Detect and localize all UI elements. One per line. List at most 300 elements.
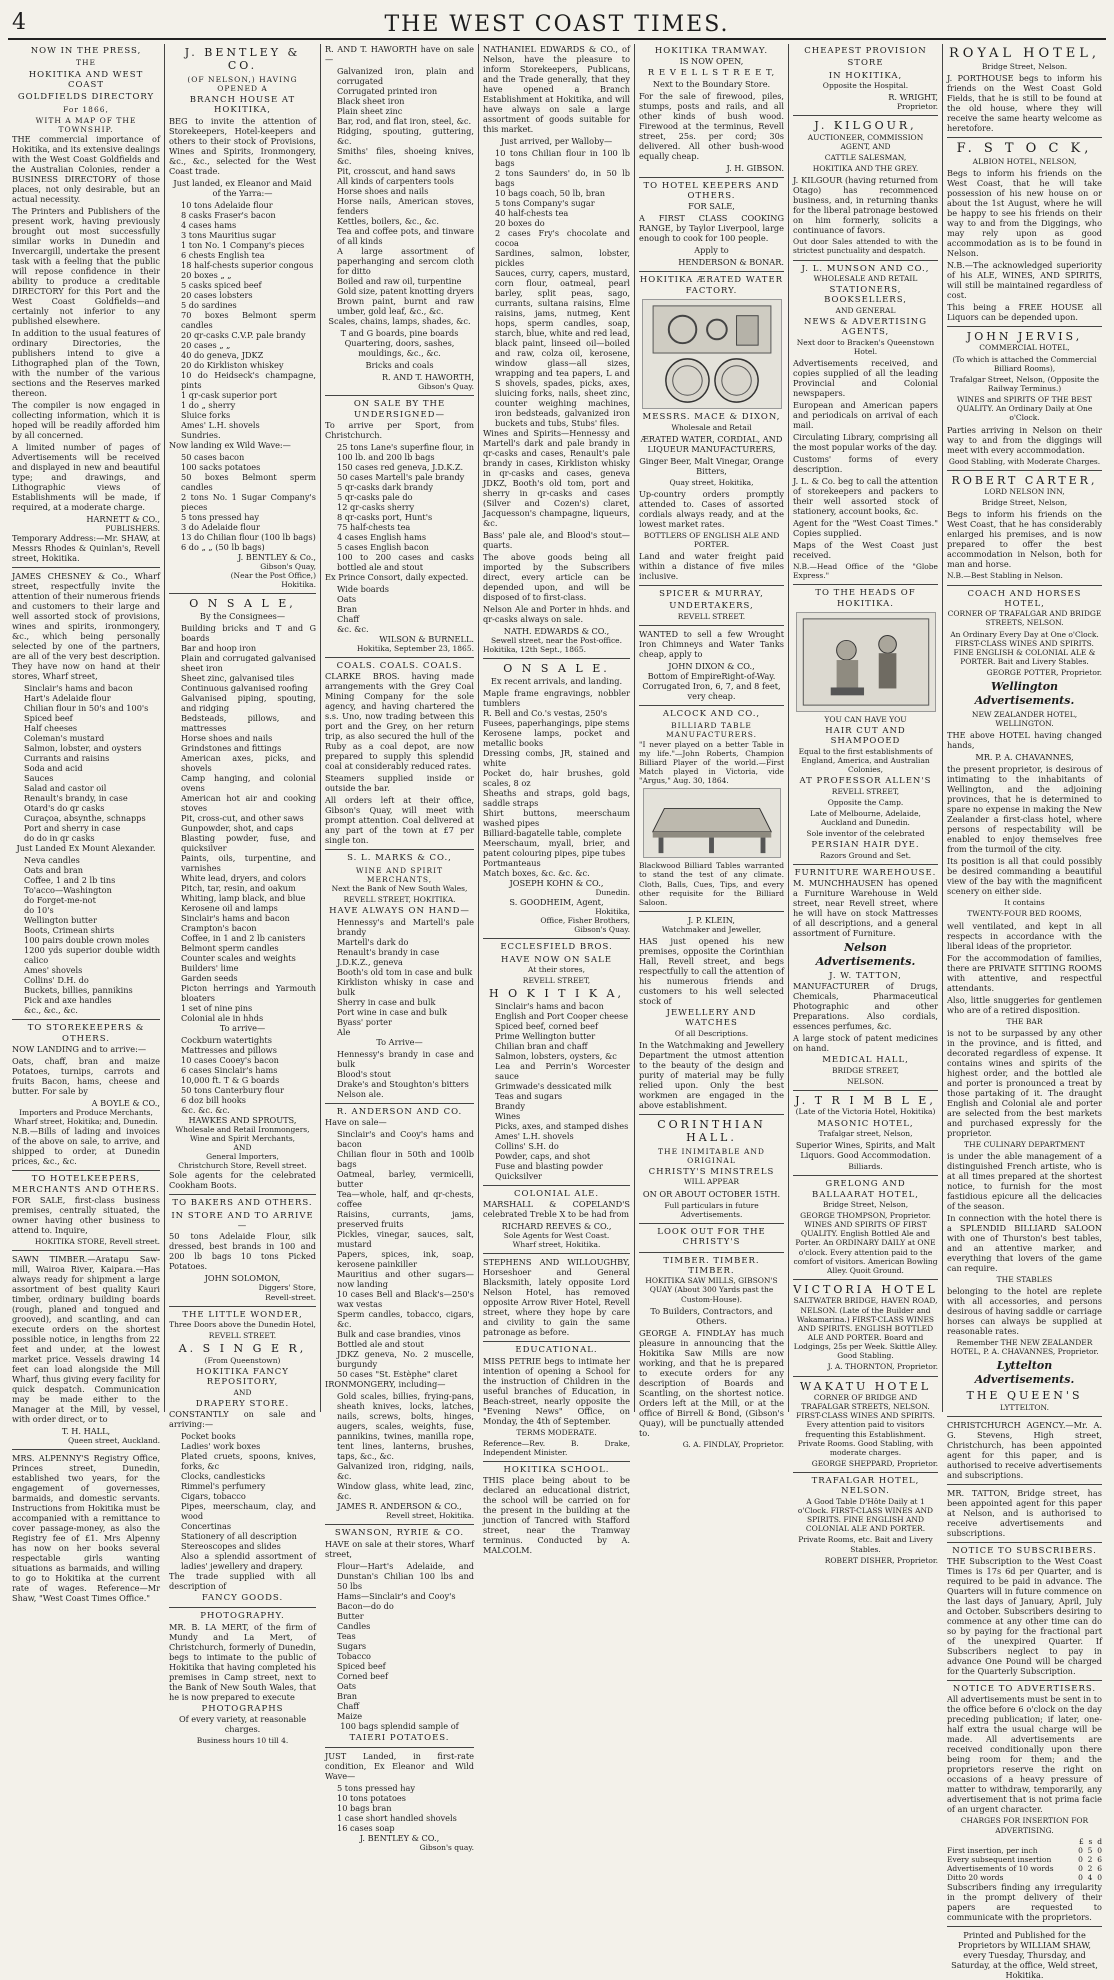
list-item: Horse shoes and nails — [181, 732, 273, 743]
list-item: do Forget-me-not — [24, 895, 96, 906]
list-item: Camp hanging, and colonial ovens — [181, 772, 316, 793]
sawn-timber-ad: SAWN TIMBER.—Aratapu Saw-mill, Wairoa River, Kaipara.—Has always ready for shipment a large assortment of best quality Kauri timber, ordinary building boards (rough, planed and tongued and grooved), and scantling, and can execute orders on the shortest possible notice, in lengths from 22 feet and under, at the lowest market price. Vessels drawing 14 feet can load alongside the Mill Wharf, thus giving every facility for quick despatch. Communication may be made either to the Manager at the Mill, by vessel, with order direct, or to — [12, 1254, 160, 1424]
column-3 — [320, 44, 478, 1852]
divider — [639, 705, 784, 706]
directory-para: THE commercial importance of Hokitika, and its extensive dealings with the West Coast Goldfields and the Australian Colonies, render a BUSINESS DIRECTORY of those places, not only desirable, but an actual necessity. — [12, 134, 161, 204]
list-item: Collins' S.H. do — [495, 1140, 559, 1151]
edwards-list — [483, 148, 630, 428]
christchurch-agency: CHRISTCHURCH AGENCY.—Mr. A. G. Stevens, High street, Christchurch, has been appointed agent for this paper, and is authorised to receive advertisements and subscriptions. — [947, 1419, 1102, 1480]
lyttelton: LYTTELTON. — [999, 1402, 1050, 1412]
wellington-ads-heading: Wellington Advertisements. — [974, 680, 1075, 707]
signature: RICHARD REEVES & CO., — [501, 1221, 612, 1232]
new-zealander-hotel: NEW ZEALANDER HOTEL, WELLINGTON. — [971, 710, 1078, 729]
haworth-list — [325, 66, 474, 276]
divider — [169, 1306, 316, 1307]
singer-list — [169, 1431, 316, 1571]
list-item: 1 case short handled shovels — [337, 1812, 457, 1823]
list-item: 6 do „ „ (50 lb bags) — [181, 541, 265, 552]
nz-hotel-p: is under the able management of a distinguished French artiste, who is at all times prepared at the shortest notice, to furnish for the most fastidious epicure all the delicacies of the season. — [947, 1150, 1102, 1211]
list-item: 10,000 ft. T & G boards — [181, 1074, 280, 1085]
swanson-ad: HAVE on sale at their stores, Wharf street, — [325, 1538, 474, 1559]
list-item: Spiced beef, corned beef — [495, 1020, 598, 1031]
list-item: American axes, picks, and shovels — [181, 752, 316, 773]
rate-row — [947, 1864, 1102, 1873]
munson-news: NEWS & ADVERTISING AGENTS, — [803, 316, 927, 338]
list-item: Drake's and Stoughton's bitters — [337, 1078, 469, 1089]
divider — [947, 470, 1102, 471]
list-item: 1 do „ sherry — [181, 399, 236, 410]
marks-heading: S. L. MARKS & CO., — [347, 853, 452, 864]
nz-hotel-culinary: THE CULINARY DEPARTMENT — [964, 1139, 1085, 1149]
undersigned-list — [325, 442, 474, 572]
rate-values — [1078, 1864, 1102, 1873]
signature: Gibson's Quay, — [260, 561, 316, 571]
kohn-arrivals: Ex recent arrivals, and landing. — [490, 675, 623, 686]
marks-have: HAVE ALWAYS ON HAND— — [329, 906, 470, 917]
divider — [483, 1341, 630, 1342]
jervis-heading: JOHN JERVIS, — [966, 330, 1083, 343]
nelson-ads-heading: Nelson Advertisements. — [815, 941, 916, 968]
list-item: Pick and axe handles — [24, 995, 112, 1006]
divider — [483, 1185, 630, 1186]
list-item: Bottled ale and stout — [337, 1339, 424, 1349]
nz-hotel-remember: Remember THE NEW ZEALANDER HOTEL, P. A. CHAVANNES, Proprietor. — [950, 1338, 1099, 1357]
ecclesfield-street: REVELL STREET, — [522, 976, 591, 986]
trafalgar-heading: TRAFALGAR HOTEL, NELSON. — [811, 1476, 920, 1497]
hawkes-list-2 — [169, 1035, 316, 1115]
list-item: 5 casks spiced beef — [181, 279, 262, 290]
signature: Gibson's Quay. — [574, 925, 630, 935]
tatton-stock: A large stock of patent medicines on hand. — [793, 1033, 938, 1054]
mace-freight: Land and water freight paid within a distance of five miles inclusive. — [639, 551, 784, 582]
divider — [325, 1524, 474, 1525]
divider — [169, 593, 316, 594]
chesney-ad: JAMES CHESNEY & Co., Wharf street, respectfully invite the attention of their numerous friends and customers to their large and well assorted stock of provisions, wines and spirits, ironmongery, &c., which being personally selected by one of the partners, are all of the very best description. They have now on hand at their stores, Wharf street, — [12, 571, 160, 682]
list-item: Colonial ale in hhds — [181, 1012, 264, 1023]
list-item: 2 tons Saunders' do, in 50 lb bags — [495, 168, 630, 188]
list-item: Hams—Sinclair's and Cooy's — [337, 1590, 456, 1601]
divider — [793, 1472, 938, 1473]
list-item: 3 do Adelaide flour — [181, 521, 260, 532]
signature: JOHN SOLOMON, — [204, 1273, 281, 1284]
klein-dept: In the Watchmaking and Jewellery Department the utmost attention to the beauty of the design and purity of material may be fully relied upon. Only the best workmen are engaged in the above establishment. — [639, 1039, 784, 1110]
nz-hotel-p: belonging to the hotel are replete with all accessories, and persons desirous of having saddle or carriage horses can always be supplied at reasonable rates. — [947, 1286, 1102, 1336]
list-item: Bran — [337, 1690, 358, 1701]
tramway-heading: HOKITIKA TRAMWAY. — [654, 46, 769, 56]
signature: HOKITIKA STORE, Revell street. — [34, 1236, 160, 1246]
printed-by: Printed and Published for the Proprietors by WILLIAM SHAW, every Tuesday, Thursday, and Saturday, at the office, Weld street, Hokitika. — [951, 1930, 1098, 1980]
signature: R. AND T. HAWORTH, — [381, 372, 474, 382]
signature: T. H. HALL, — [61, 1426, 111, 1436]
razors: Razors Ground and Set. — [820, 850, 911, 860]
list-item: 50 cases bacon — [181, 451, 245, 462]
list-item: Butter — [337, 1610, 364, 1621]
signature: Hokitika. — [281, 580, 316, 590]
range-for-sale: FOR SALE, — [688, 201, 735, 212]
list-item: Garden seeds — [181, 972, 238, 983]
mace-wholesale: Wholesale and Retail — [671, 422, 752, 432]
solomon-ad: 50 tons Adelaide Flour, silk dressed, best brands in 100 and 200 lb bags 10 tons Picked Potatoes. — [169, 1231, 316, 1272]
list-item: Salmon, lobsters, oysters, &c — [495, 1050, 617, 1061]
list-item: 6 doz bill hooks — [181, 1094, 246, 1105]
edwards-bass: Bass' pale ale, and Blood's stout—quarts. — [483, 530, 630, 550]
you-can-have: YOU CAN HAVE YOU — [824, 714, 907, 724]
tramway-street: R E V E L L S T R E E T, — [647, 68, 776, 79]
list-item: Bulk and case brandies, vinos — [337, 1329, 461, 1339]
divider — [483, 938, 630, 939]
to-arrive: To arrive— — [219, 1022, 266, 1033]
list-item: Wines — [495, 1110, 521, 1121]
list-item: Currants and raisins — [24, 753, 110, 764]
list-item: Martell's dark do — [337, 936, 409, 947]
edwards-arrived: Just arrived, per Walloby— — [500, 136, 613, 146]
list-item: Neva candles — [24, 855, 80, 866]
victoria-ad: SALTWATER BRIDGE, HAVEN ROAD, NELSON. (Late of the Builder and Wakamarina.) FIRST-CLASS WINES AND SPIRITS. ENGLISH BOTTLED ALE AND PORTER. Board and Lodgings, 25s per Week. Skittle Alley. Good Stabling. — [793, 1296, 938, 1361]
signature: PUBLISHERS. — [105, 524, 160, 533]
list-item: Renault's brandy, in case — [24, 793, 128, 804]
in-store-heading: IN STORE AND TO ARRIVE— — [171, 1210, 314, 1232]
list-item: 40 half-chests tea — [495, 208, 569, 218]
kilgour-auctioneer: AUCTIONEER, COMMISSION AGENT, AND — [807, 132, 924, 151]
rate-row — [947, 1846, 1102, 1855]
list-item: 5 cases English bacon — [337, 541, 429, 552]
ecclesfield-town: H O K I T I K A, — [489, 987, 624, 1001]
list-item: Maple frame engravings, nobbler tumblers — [483, 687, 630, 708]
list-item: Ale — [337, 1026, 351, 1037]
list-item: Buckets, billies, pannikins — [24, 985, 133, 996]
divider — [793, 864, 938, 865]
alcock-heading: ALCOCK AND CO., — [662, 708, 761, 719]
signature: Sole Agents for West Coast. — [503, 1231, 610, 1241]
list-item: Ridging, spouting, guttering, &c. — [337, 126, 474, 146]
singer-heading: A. S I N G E R, — [178, 1342, 307, 1356]
masonic-billiards: Billiards. — [848, 1162, 883, 1172]
munson-p: European and American papers and periodicals on arrival of each mail. — [793, 399, 938, 430]
list-item: Spiced beef — [24, 713, 73, 724]
photography-heading: PHOTOGRAPHY. — [200, 1611, 285, 1622]
and-word: AND — [233, 1387, 252, 1397]
nz-hotel-p: Its position is all that could possibly be desired commanding a beautiful view of the bay with the magnificent scenery on either side. — [947, 856, 1102, 897]
bentley-wild-wave: Now landing ex Wild Wave:— — [169, 439, 291, 450]
stock-ad: Begs to inform his friends on the West Coast, that he will take possession of his new house on or about the 1st August, where he will be happy to see his friends on their way to and from the Diggings, who may rely upon as good accommodation as is to be found in Nelson. — [947, 168, 1102, 258]
list-item: Tea—whole, half, and qr-chests, coffee — [337, 1189, 474, 1209]
list-item: 2 tons No. 1 Sugar Company's pieces — [181, 491, 316, 512]
kilgour-cattle: CATTLE SALESMAN, — [824, 153, 907, 163]
list-item: Pickles, vinegar, sauces, salt, mustard — [337, 1229, 474, 1249]
divider — [325, 1103, 474, 1104]
list-item: Teas and sugars — [495, 1090, 563, 1101]
divider — [947, 1484, 1102, 1485]
rate-value: 0 — [1078, 1864, 1083, 1874]
list-item: 5 do sardines — [181, 299, 237, 310]
boyle-ad: NOW LANDING and to arrive:— — [12, 1043, 147, 1054]
furniture-heading: FURNITURE WAREHOUSE. — [794, 867, 937, 878]
bentley-list — [169, 200, 316, 440]
rate-label: Ditto 20 words — [947, 1873, 1004, 1883]
signature: J. BENTLEY & Co., — [237, 551, 316, 562]
signature: A BOYLE & CO., — [91, 1097, 160, 1108]
undersigned-consort: Ex Prince Consort, daily expected. — [325, 571, 469, 582]
list-item: Also a splendid assortment of ladies' jewellery and drapery. — [181, 1551, 316, 1572]
saw-mills: HOKITIKA SAW MILLS, GIBSON'S QUAY (About 300 Yards past the Custom-House). — [645, 1276, 778, 1304]
divider — [483, 658, 630, 659]
list-item: Brown paint, burnt and raw umber, gold leaf, &c., &c. — [337, 296, 474, 316]
munson-nb: N.B.—Head Office of the "Globe Express." — [793, 561, 938, 581]
school-ad: THIS place being about to be declared an educational district, the school will be carried on for the present in the building at the junction of Tancred with Stafford street, near the Tramway terminus. Conducted by A. MALCOLM. — [483, 1475, 630, 1556]
klein-ad: HAS just opened his new premises, opposite the Corinthian Hall, Revell street, and begs respectfully to call the attention of his numerous friends and customers to his well selected stock of — [639, 936, 784, 1007]
list-item: Plated cruets, spoons, knives, forks, &c — [181, 1451, 316, 1472]
signature: Revell street, Hokitika. — [386, 1511, 474, 1520]
munson-stationers: STATIONERS, BOOKSELLERS, — [824, 285, 907, 306]
column-1 — [8, 44, 164, 1604]
business-hours: Business hours 10 till 4. — [196, 1736, 289, 1746]
list-item: Black sheet iron — [337, 96, 405, 106]
list-item: Sheaths and straps, gold bags, saddle straps — [483, 787, 630, 808]
list-item: Portmanteaus — [483, 857, 541, 868]
list-item: 10 cases Cooey's bacon — [181, 1054, 279, 1065]
list-item: 1 qr-cask superior port — [181, 389, 277, 400]
divider — [325, 657, 474, 658]
spicer-heading: SPICER & MURRAY, — [659, 589, 764, 600]
commercial-hotel: COMMERCIAL HOTEL, — [979, 343, 1070, 353]
little-wonder-address: Three Doors above the Dunedin Hotel, — [169, 1320, 316, 1330]
signature: AND — [233, 1142, 252, 1152]
bentley-para: BEG to invite the attention of Storekeepers, Hotel-keepers and others to their stock of Provisions, Wines and Spirits, Ironmongery, &c., &c., selected for the West Coast trade. — [169, 115, 316, 176]
divider — [12, 1449, 160, 1450]
divider — [169, 1194, 316, 1195]
list-item: Blasting powder, fuse, and quicksilver — [181, 832, 316, 853]
geelong-street: Bridge Street, Nelson, — [822, 1199, 909, 1209]
list-item: Counter scales and weights — [181, 952, 296, 963]
signature: Gibson's Quay. — [418, 382, 474, 391]
corinthian-heading: CORINTHIAN HALL. — [657, 1117, 766, 1145]
divider — [793, 1175, 938, 1176]
marks-street: REVELL STREET, HOKITIKA. — [343, 895, 456, 905]
list-item: 8 casks Fraser's bacon — [181, 209, 276, 220]
kohn-list — [483, 688, 630, 878]
medical-street: BRIDGE STREET, — [831, 1065, 899, 1075]
divider — [793, 584, 938, 585]
list-item: Wellington butter — [24, 915, 97, 926]
chesney-landed: Just Landed Ex Mount Alexander. — [16, 843, 156, 854]
list-item: Pocket do, hair brushes, gold scales, 8 oz — [483, 767, 630, 788]
list-item: 2 cases Fry's chocolate and cocoa — [495, 228, 630, 248]
list-item: 10 bags coach, 50 lb, bran — [495, 188, 606, 198]
list-item: 10 tons Chilian flour in 100 lb bags — [495, 148, 630, 168]
signature: Revell-street. — [265, 1292, 316, 1302]
kohn-on-sale: O N S A L E. — [503, 662, 610, 676]
list-item: Sheet zinc, galvanised tiles — [181, 672, 295, 683]
column-2 — [164, 44, 320, 1746]
boyle-nb: N.B.—Bills of lading and invoices of the above on sale, to arrive, and shipped to order, at Dunedin prices, &c., &c. — [12, 1126, 160, 1167]
anderson-list — [325, 1129, 474, 1379]
marks-arrive: To Arrive— — [376, 1036, 423, 1047]
list-item: Mattresses and pillows — [181, 1044, 277, 1055]
column-5 — [634, 44, 788, 1449]
list-item: Bacon—do do — [337, 1600, 394, 1611]
list-item: R. Bell and Co.'s vestas, 250's — [483, 707, 608, 718]
list-item: Coleman's mustard — [24, 733, 105, 744]
list-item: Rimmel's perfumery — [181, 1481, 266, 1492]
anderson-have: Have on sale— — [325, 1117, 387, 1127]
kilgour-ad: J. KILGOUR (having returned from Otago) has recommenced business, and, in returning thanks for the liberal patronage bestowed on him formerly, solicits a continuance of favors. — [793, 175, 938, 236]
kilgour-sales: Out door Sales attended to with the strictest punctuality and despatch. — [793, 237, 938, 256]
list-item: Quicksilver — [495, 1170, 542, 1181]
queens-heading: THE QUEEN'S — [966, 1389, 1083, 1403]
tramway-ad: For the sale of firewood, piles, stumps, posts and rails, and all other kinds of bush wood. Firewood at the terminus, Revell street, 25s. per cord; 30s delivered. All other bush-wood equally cheap. — [639, 90, 784, 161]
rates-col-pence: d — [1097, 1836, 1102, 1846]
press-heading: NOW IN THE PRESS, — [30, 46, 142, 56]
list-item: Sinclair's and Cooy's hams and bacon — [337, 1129, 474, 1149]
signature: WILSON & BURNELL. — [379, 633, 474, 644]
for-sale-ad: FOR SALE, first-class business premises, centrally situated, the owner having other business to attend to. Inquire, — [12, 1194, 160, 1235]
list-item: 20 cases „ „ — [181, 339, 231, 350]
edwards-wines: Wines and Spirits—Hennessy and Martell's dark and pale brandy in qr-casks and cases, Renault's pale brandy in cases, Kirkliston whisky in qr-casks and cases, geneva JDKZ, Booth's old tom, port and sherry in qr-casks and cases (Silver and Cozen's) claret, Jacquesson's champagne, liqueurs, &c. — [483, 428, 630, 528]
list-item: Chaff — [337, 613, 360, 624]
cheapest-heading: CHEAPEST PROVISION — [804, 46, 927, 56]
swanson-heading: SWANSON, RYRIE & CO. — [334, 1528, 465, 1539]
bentley-sub: (OF NELSON,) HAVING OPENED A — [187, 74, 298, 93]
rate-row — [947, 1855, 1102, 1864]
allen-inventor: Sole inventor of the celebrated — [806, 829, 925, 839]
list-item: Sluice forks — [181, 409, 231, 420]
mace-dixon-heading: MESSRS. MACE & DIXON, — [642, 412, 781, 423]
educational-heading: EDUCATIONAL. — [515, 1345, 598, 1356]
jervis-parties: Parties arriving in Nelson on their way to and from the diggings will meet with every accommodation. — [947, 424, 1102, 455]
list-item: 40 do geneva, JDKZ — [181, 349, 264, 360]
rate-row — [947, 1873, 1102, 1882]
signature: Proprietor. — [896, 102, 938, 112]
list-item: Smiths' files, shoeing knives, &c. — [337, 146, 474, 166]
jervis-street: Trafalgar Street, Nelson, (Opposite the Railway Terminus.) — [949, 374, 1100, 393]
little-wonder-street: REVELL STREET. — [208, 1331, 277, 1341]
lamert-ad: MR. B. LA MERT, of the firm of Mundy and La Mert, of Christchurch, formerly of Dunedin, begs to intimate to the public of Hokitika that having completed his premises in Camp street, next to the Bank of New South Wales, that he is now prepared to execute — [169, 1621, 316, 1702]
list-item: Boots, Crimean shirts — [24, 925, 115, 936]
list-item: 18 half-chests superior congous — [181, 259, 314, 270]
divider — [325, 849, 474, 850]
tramway-open: IS NOW OPEN, — [679, 56, 744, 67]
column-7 — [942, 44, 1106, 1980]
rate-value: 2 — [1087, 1854, 1093, 1864]
nz-hotel-p: In connection with the hotel there is a SPLENDID BILLIARD SALOON with one of Thurston's best tables, and an attentive marker, and everything that lovers of the game can require. — [947, 1212, 1102, 1273]
list-item: 1 ton No. 1 Company's pieces — [181, 239, 305, 250]
list-item: Window glass, white lead, zinc, &c. — [337, 1481, 474, 1501]
list-item: Whiting, lamp black, and blue — [181, 892, 306, 903]
billiard-table-illustration — [643, 788, 781, 858]
signature: Christchurch Store, Revell street. — [178, 1161, 307, 1171]
list-item: Ames' shovels — [24, 965, 83, 976]
list-item: Booth's old tom in case and bulk — [337, 966, 473, 977]
divider — [483, 1253, 630, 1254]
signature: Gibson's quay. — [419, 1842, 474, 1852]
list-item: 10 tons potatoes — [337, 1792, 406, 1803]
list-item: J.D.K.Z., geneva — [337, 956, 403, 967]
anderson-heading: R. ANDERSON AND CO. — [336, 1106, 463, 1117]
list-item: Grimwade's dessicated milk — [495, 1080, 612, 1091]
column-4 — [478, 44, 634, 1556]
geelong-heading: GRELONG AND BALLAARAT HOTEL, — [812, 1179, 919, 1200]
list-item: Picks, axes, and stamped dishes — [495, 1120, 629, 1131]
list-item: Sinclair's hams and bacon — [181, 912, 290, 923]
divider — [325, 1747, 474, 1748]
list-item: 20 cases lobsters — [181, 289, 253, 300]
list-item: Corrugated printed iron — [337, 86, 438, 96]
alcock-tables: Blackwood Billiard Tables warranted to stand the test of any climate. Cloth, Balls, Cues, Tips, and every other requisite for the Billiard Saloon. — [639, 861, 784, 907]
list-item: Paints, oils, turpentine, and varnishes — [181, 852, 316, 873]
munson-p: Maps of the West Coast just received. — [793, 539, 938, 560]
nz-hotel-bar: THE BAR — [1006, 1016, 1043, 1026]
directory-year: For 1866, — [63, 104, 109, 114]
list-item: 1200 yds superior double width calico — [24, 945, 160, 966]
kilgour-grey: HOKITIKA AND THE GREY. — [812, 164, 919, 174]
list-item: 50 cases "St. Estèphe" claret — [337, 1369, 458, 1379]
stock-free-house: This being a FREE HOUSE all Liquors can be depended upon. — [947, 302, 1102, 322]
marks-sub: WINE AND SPIRIT MERCHANTS, — [355, 865, 444, 884]
lord-nelson-inn: LORD NELSON INN, — [984, 487, 1065, 497]
list-item: Maize — [337, 1710, 363, 1721]
signature: Wharf street, Hokitika. — [512, 1240, 601, 1250]
list-item: &c., &c., &c. — [24, 1005, 78, 1016]
rate-value: 5 — [1087, 1845, 1093, 1855]
tatton-ad: MANUFACTURER of Drugs, Chemicals, Pharmaceutical Photographic and other Preparations. Also cordials, essences perfumes, &c. — [793, 981, 938, 1032]
rate-label: Every subsequent insertion — [947, 1854, 1052, 1864]
directory-para: In addition to the usual features of ordinary Directories, the publishers intend to give a Lithographed plan of the Town, with the number of the various sections and the Reserves marked thereon. — [12, 328, 160, 398]
inimitable: THE INIMITABLE AND ORIGINAL — [658, 1146, 765, 1165]
list-item: Pitch, tar, resin, and oakum — [181, 882, 296, 893]
list-item: 5 tons Company's sugar — [495, 198, 595, 208]
signature: R. WRIGHT, — [888, 92, 938, 103]
signature: HENDERSON & BONAR. — [678, 257, 784, 268]
list-item: Port and sherry in case — [24, 823, 121, 834]
carter-nb: N.B.—Best Stabling in Nelson. — [947, 571, 1063, 581]
list-item: Crampton's bacon — [181, 922, 257, 933]
divider — [793, 115, 938, 116]
list-item: A large assortment of paperhanging and sercom cloth for ditto — [337, 246, 474, 276]
advertisers-notice: All advertisements must be sent in to the office before 6 o'clock on the day preceding publication; if later, one-half extra the usual charge will be made. All advertisements are received conditionally upon there being room for them; and the proprietors reserve the right on occasions of a heavy pressure of matter to withdraw, temporarily, any advertisement that is not prima facie of an urgent character. — [947, 1694, 1102, 1815]
nz-hotel-stables: THE STABLES — [996, 1274, 1053, 1284]
consignees: By the Consignees— — [199, 610, 286, 621]
wakatu-heading: WAKATU HOTEL — [799, 1379, 932, 1393]
lyttelton-ads-heading: Lyttelton Advertisements. — [974, 1359, 1075, 1386]
list-item: Sinclair's hams and bacon — [24, 683, 133, 694]
list-item: 10 tons Adelaide flour — [181, 199, 273, 210]
list-item: Chilian flour in 50's and 100's — [24, 703, 149, 714]
list-item: Gold scales, billies, frying-pans, sheath knives, locks, latches, nails, screws, bolts, hinges, augers, scales, weights, fuse, pannikins, twines, manilla rope, tent lines, lanterns, brushes, taps, &c., &c. — [337, 1391, 474, 1461]
jervis-stabling: Good Stabling, with Moderate Charges. — [948, 456, 1101, 466]
divider — [12, 567, 160, 568]
bentley-branch: BRANCH HOUSE AT HOKITIKA, — [189, 95, 296, 116]
munson-p: Circulating Library, comprising all the most popular works of the day. — [793, 431, 938, 452]
list-item: Renault's brandy in case — [337, 946, 440, 957]
signature: GEORGE POTTER, Proprietor. — [986, 668, 1102, 678]
munson-p: Customs' forms of every description. — [793, 453, 938, 474]
drapery-store: DRAPERY STORE. — [195, 1398, 290, 1409]
list-item: Fusees, paperhangings, pipe stems — [483, 717, 630, 728]
divider — [793, 260, 938, 261]
list-item: JDKZ geneva, No. 2 muscelle, burgundy — [337, 1349, 474, 1369]
rates-col-shilling: s — [1088, 1836, 1093, 1846]
list-item: Soda and acid — [24, 763, 83, 774]
rate-value: 0 — [1078, 1845, 1083, 1855]
list-item: 100 sacks potatoes — [181, 461, 261, 472]
list-item: Oats — [337, 1680, 357, 1691]
directory-map: WITH A MAP OF THE TOWNSHIP. — [35, 115, 137, 134]
list-item: Raisins, currants, jams, preserved fruits — [337, 1209, 474, 1229]
list-item: Brandy — [495, 1100, 525, 1111]
coach-horses-heading: COACH AND HORSES HOTEL, — [967, 588, 1082, 609]
hotelkeepers-heading: TO HOTELKEEPERS, MERCHANTS AND OTHERS. — [12, 1174, 160, 1195]
ecclesfield-stores: At their stores, — [528, 964, 585, 974]
